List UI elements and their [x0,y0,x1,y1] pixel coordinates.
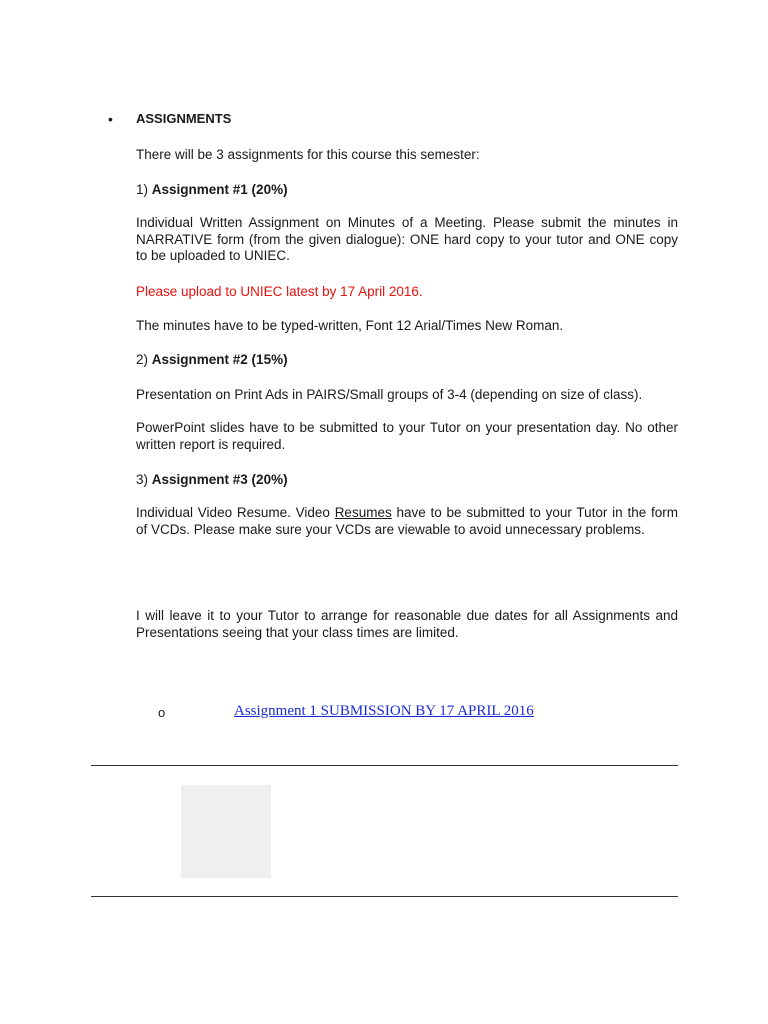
assignment3-description [136,505,678,538]
bottom-divider [91,896,678,897]
assignment1-heading [136,182,288,197]
list-bullet: • [108,111,113,127]
assignment1-deadline-notice: Please upload to UNIEC latest by 17 April 2016. [136,284,423,299]
assignment3-heading [136,472,288,487]
assignment3-resumes-word: Resumes [334,505,392,520]
assignment2-slides-note: PowerPoint slides have to be submitted to your Tutor on your presentation day. No other written report is required. [136,420,678,452]
assignment2-title: Assignment #2 (15%) [151,352,288,367]
section-heading: ASSIGNMENTS [136,111,232,126]
closing-note: I will leave it to your Tutor to arrange for reasonable due dates for all Assignments and Presentations seeing that your class times are limited. [136,608,678,640]
assignment2-description: Presentation on Print Ads in PAIRS/Small groups of 3-4 (depending on size of class). [136,387,643,402]
assignment3-title: Assignment #3 (20%) [151,472,288,487]
assignment2-heading [136,352,288,367]
assignment3-description-end: have to be submitted to your Tutor in the form of VCDs. Please make sure your VCDs are viewable to avoid unnecessary problems. [136,505,678,537]
assignment1-number: 1) [136,182,149,197]
intro-text: There will be 3 assignments for this course this semester: [136,147,480,162]
assignment3-number: 3) [136,472,149,487]
assignment2-number: 2) [136,352,149,367]
assignment1-format-note: The minutes have to be typed-written, Font 12 Arial/Times New Roman. [136,318,564,333]
submission-thumbnail-placeholder [181,785,271,878]
sublist-marker: o [158,705,166,720]
assignment1-description: Individual Written Assignment on Minutes of a Meeting. Please submit the minutes in NARRATIVE form (from the given dialogue): ONE hard copy to your tutor and ONE copy to be uploaded to UNIEC. [136,215,678,263]
assignment1-title: Assignment #1 (20%) [151,182,288,197]
top-divider [91,765,678,766]
assignment3-description-start: Individual Video Resume. Video [136,505,335,520]
assignment1-submission-link[interactable]: Assignment 1 SUBMISSION BY 17 APRIL 2016 [234,703,534,719]
